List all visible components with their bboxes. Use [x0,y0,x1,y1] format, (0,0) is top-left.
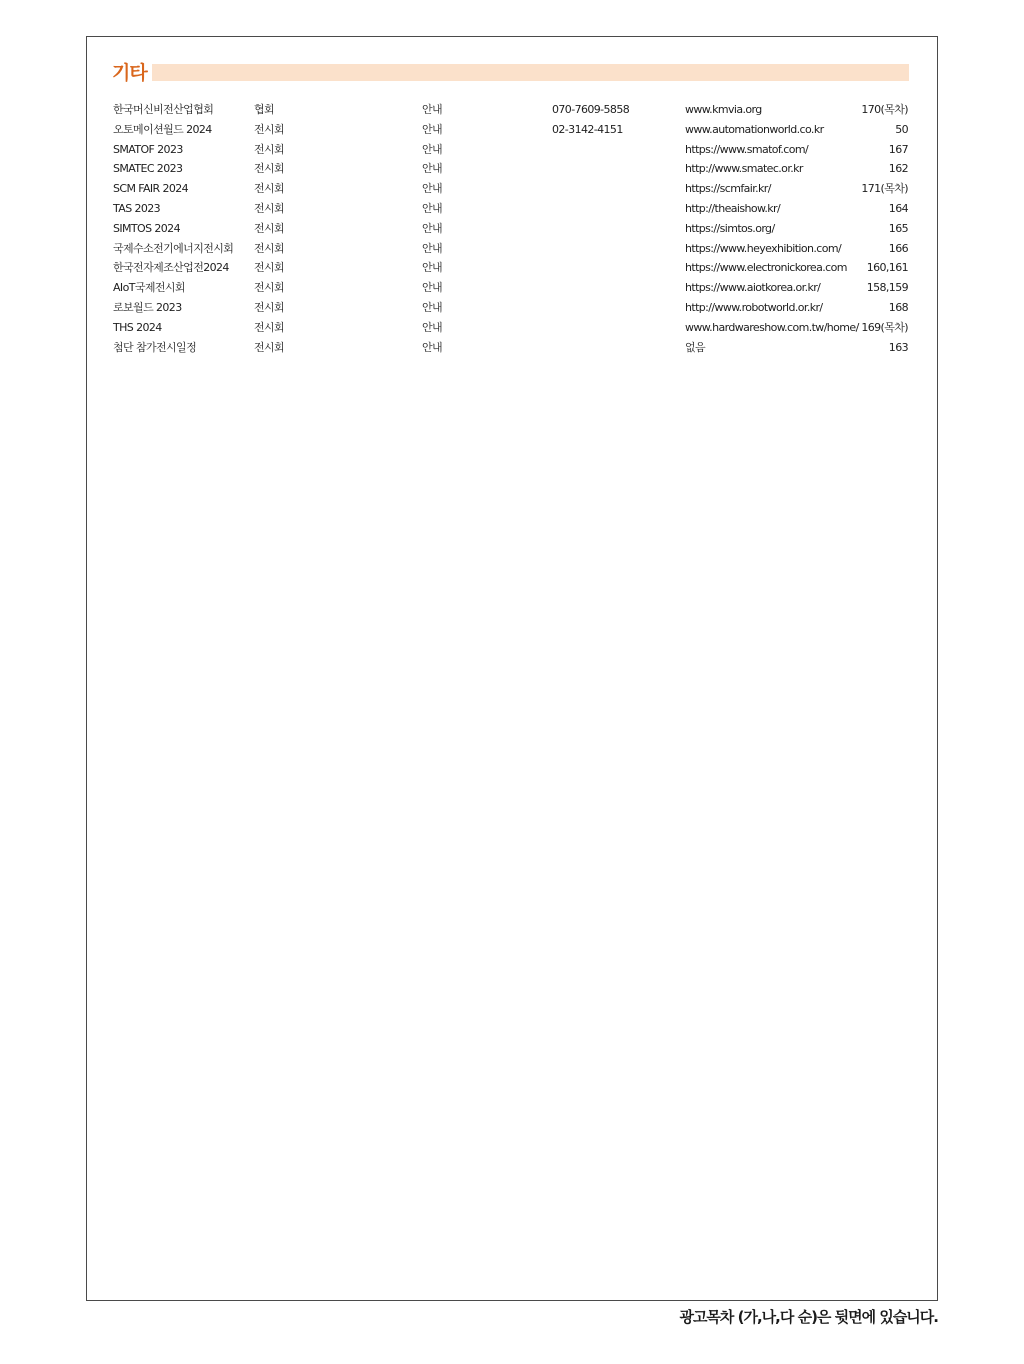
entry-url[interactable]: https://www.heyexhibition.com/ [685,241,842,255]
entry-name: TAS 2023 [113,201,161,215]
entry-page: 160,161 [866,261,908,275]
list-item [113,120,910,140]
entry-url[interactable]: http://www.smatec.or.kr [685,162,803,176]
entry-url[interactable]: http://www.robotworld.or.kr/ [685,300,823,314]
entry-info: 안내 [422,162,443,176]
entry-name: 첨단 참가전시일정 [113,340,197,354]
entry-url[interactable]: https://simtos.org/ [685,221,775,235]
entry-url[interactable]: https://www.aiotkorea.or.kr/ [685,281,821,295]
list-item [113,239,910,259]
entry-url[interactable]: https://scmfair.kr/ [685,182,771,196]
entry-url[interactable]: www.kmvia.org [685,103,762,116]
entry-info: 안내 [422,241,443,255]
entry-name: 국제수소전기에너지전시회 [113,241,234,255]
entry-page: 167 [888,142,908,156]
entry-info: 안내 [422,221,443,235]
entry-page: 171(목차) [861,182,908,196]
list-item [113,159,910,179]
entry-name: 한국머신비전산업협회 [113,103,214,116]
entry-page: 165 [888,221,908,235]
entry-type: 전시회 [254,340,285,354]
entry-info: 안내 [422,103,443,116]
entry-url[interactable]: www.automationworld.co.kr [685,122,824,136]
entry-type: 협회 [254,103,275,116]
entry-type: 전시회 [254,281,285,295]
entry-type: 전시회 [254,261,285,275]
entry-page: 170(목차) [861,103,908,116]
entry-type: 전시회 [254,182,285,196]
entry-info: 안내 [422,281,443,295]
list-item [113,258,910,278]
footer-note: 광고목차 (가,나,다 순)은 뒷면에 있습니다. [679,1308,938,1326]
section-header [112,60,910,86]
entry-page: 168 [888,300,908,314]
entry-page: 163 [888,340,908,354]
entry-type: 전시회 [254,221,285,235]
entry-page: 162 [888,162,908,176]
entry-info: 안내 [422,300,443,314]
entry-name: SIMTOS 2024 [113,221,180,235]
list-item [113,179,910,199]
entry-url[interactable]: 없음 [685,340,706,354]
list-item [113,318,910,338]
entry-type: 전시회 [254,122,285,136]
entry-type: 전시회 [254,142,285,156]
entry-info: 안내 [422,122,443,136]
entry-info: 안내 [422,201,443,215]
list-item [113,298,910,318]
entry-name: 오토메이션월드 2024 [113,122,212,136]
list-item [113,338,910,358]
entry-info: 안내 [422,340,443,354]
entry-type: 전시회 [254,320,285,334]
entry-name: SCM FAIR 2024 [113,182,189,196]
entry-name: SMATOF 2023 [113,142,183,156]
entry-type: 전시회 [254,162,285,176]
entry-phone: 070-7609-5858 [552,103,630,116]
entry-info: 안내 [422,320,443,334]
entry-page: 50 [895,122,908,136]
section-title-bar [152,64,909,81]
list-item [113,199,910,219]
list-item [113,278,910,298]
entry-page: 158,159 [866,281,908,295]
entry-type: 전시회 [254,201,285,215]
entry-type: 전시회 [254,300,285,314]
entry-url[interactable]: https://www.smatof.com/ [685,142,809,156]
section-title: 기타 [112,62,147,84]
list-item [113,140,910,160]
entry-url[interactable]: https://www.electronickorea.com [685,261,847,275]
entry-page: 166 [888,241,908,255]
entry-name: 한국전자제조산업전2024 [113,261,229,275]
entry-url[interactable]: www.hardwareshow.com.tw/home/ [685,320,859,334]
list-item [113,219,910,239]
entry-page: 164 [888,201,908,215]
entry-name: AIoT국제전시회 [113,281,185,295]
entry-info: 안내 [422,261,443,275]
directory-list [113,100,910,357]
entry-page: 169(목차) [861,320,908,334]
entry-phone: 02-3142-4151 [552,122,623,136]
entry-url[interactable]: http://theaishow.kr/ [685,201,781,215]
entry-name: THS 2024 [113,320,162,334]
entry-info: 안내 [422,142,443,156]
entry-name: 로보월드 2023 [113,300,182,314]
entry-name: SMATEC 2023 [113,162,183,176]
list-item [113,100,910,120]
entry-info: 안내 [422,182,443,196]
entry-type: 전시회 [254,241,285,255]
